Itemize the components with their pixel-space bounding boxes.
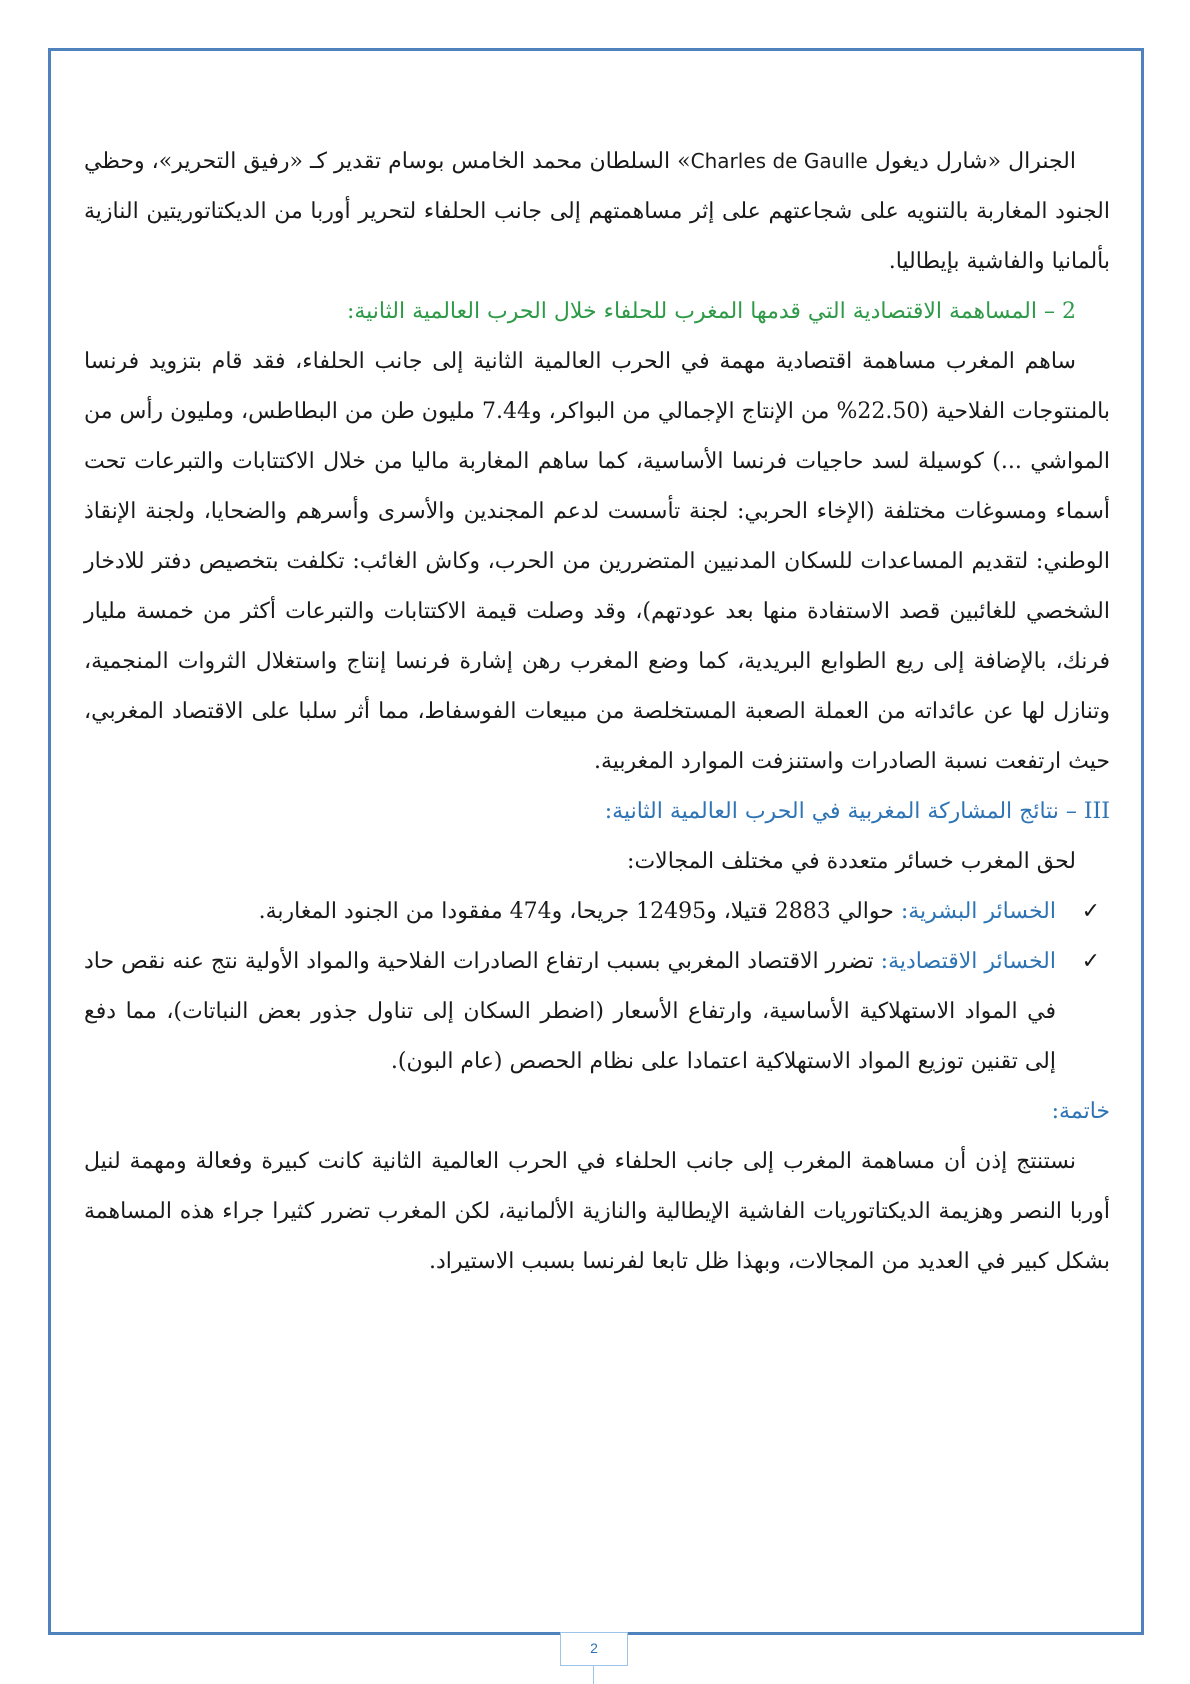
section-3-heading: III – نتائج المشاركة المغربية في الحرب العالمية الثانية: <box>604 799 1110 824</box>
section-2-body: ساهم المغرب مساهمة اقتصادية مهمة في الحرب العالمية الثانية إلى جانب الحلفاء، فقد قام بتزويد فرنسا بالمنتوجات الفلاحية (22.50% من الإنتاج الإجمالي من البواكر، و7.44 مليون طن من البطاطس، ومليون رأس من المواشي ...) كوسيلة لسد حاجيات فرنسا الأساسية، كما ساهم المغاربة ماليا من خلال الاكتتابات والتبرعات تحت أسماء ومسوغات مختلفة (الإخاء الحربي: لجنة تأسست لدعم المجندين والأسرى وأسرهم والضحايا، ولجنة الإنقاذ الوطني: لتقديم المساعدات للسكان المدنيين المتضررين من الحرب، وكاش الغائب: تكلفت بتخصيص دفتر للادخار الشخصي للغائبين قصد الاستفادة منها بعد عودتهم)، وقد وصلت قيمة الاكتتابات والتبرعات أكثر من خمسة مليار فرنك، بالإضافة إلى ريع الطوابع البريدية، كما وضع المغرب رهن إشارة فرنسا إنتاج واستغلال الثروات المنجمية، وتنازل لها عن عائداته من العملة الصعبة المستخلصة من مبيعات الفوسفاط، مما أثر سلبا على الاقتصاد المغربي، حيث ارتفعت نسبة الصادرات واستنزفت الموارد المغربية. <box>84 349 1111 774</box>
list-item-economic-losses <box>84 937 1110 1087</box>
latin-name: Charles de Gaulle <box>690 149 868 173</box>
term-human-losses: الخسائر البشرية: <box>900 899 1056 924</box>
check-icon: ✓ <box>1081 899 1100 924</box>
page-number: 2 <box>560 1632 628 1666</box>
list-item-human-losses <box>84 887 1110 937</box>
term-economic-losses: الخسائر الاقتصادية: <box>880 949 1056 974</box>
paragraph-text-part2: » السلطان محمد الخامس بوسام تقدير كـ «رفيق التحرير»، وحظي الجنود المغاربة بالتنويه على شجاعتهم على إثر مساهمتهم إلى جانب الحلفاء لتحرير أوربا من الديكتاتوريتين النازية بألمانيا والفاشية بإيطاليا. <box>84 149 1110 274</box>
section-2-heading: 2 – المساهمة الاقتصادية التي قدمها المغرب للحلفاء خلال الحرب العالمية الثانية: <box>346 299 1076 324</box>
section-3-intro: لحق المغرب خسائر متعددة في مختلف المجالات: <box>627 849 1076 874</box>
page-number-connector <box>593 1666 594 1684</box>
conclusion-body: نستنتج إذن أن مساهمة المغرب إلى جانب الحلفاء في الحرب العالمية الثانية كانت كبيرة وفعالة ومهمة لنيل أوربا النصر وهزيمة الديكتاتوريات الفاشية الإيطالية والنازية الألمانية، لكن المغرب تضرر كثيرا جراء هذه المساهمة بشكل كبير في العديد من المجالات، وبهذا ظل تابعا لفرنسا بسبب الاستيراد. <box>84 1149 1111 1274</box>
text-human-losses: حوالي 2883 قتيلا، و12495 جريحا، و474 مفقودا من الجنود المغاربة. <box>258 899 901 924</box>
conclusion-heading: خاتمة: <box>1051 1099 1110 1124</box>
paragraph-continuation <box>84 136 1110 287</box>
document-body <box>84 136 1110 1287</box>
paragraph-text-part1: الجنرال «شارل ديغول <box>867 149 1076 174</box>
text-economic-losses: تضرر الاقتصاد المغربي بسبب ارتفاع الصادرات الفلاحية والمواد الأولية نتج عنه نقص حاد في المواد الاستهلاكية الأساسية، وارتفاع الأسعار (اضطر السكان إلى تناول جذور بعض النباتات)، مما دفع إلى تقنين توزيع المواد الاستهلاكية اعتمادا على نظام الحصص (عام البون). <box>84 949 1056 1074</box>
check-icon: ✓ <box>1081 949 1100 974</box>
